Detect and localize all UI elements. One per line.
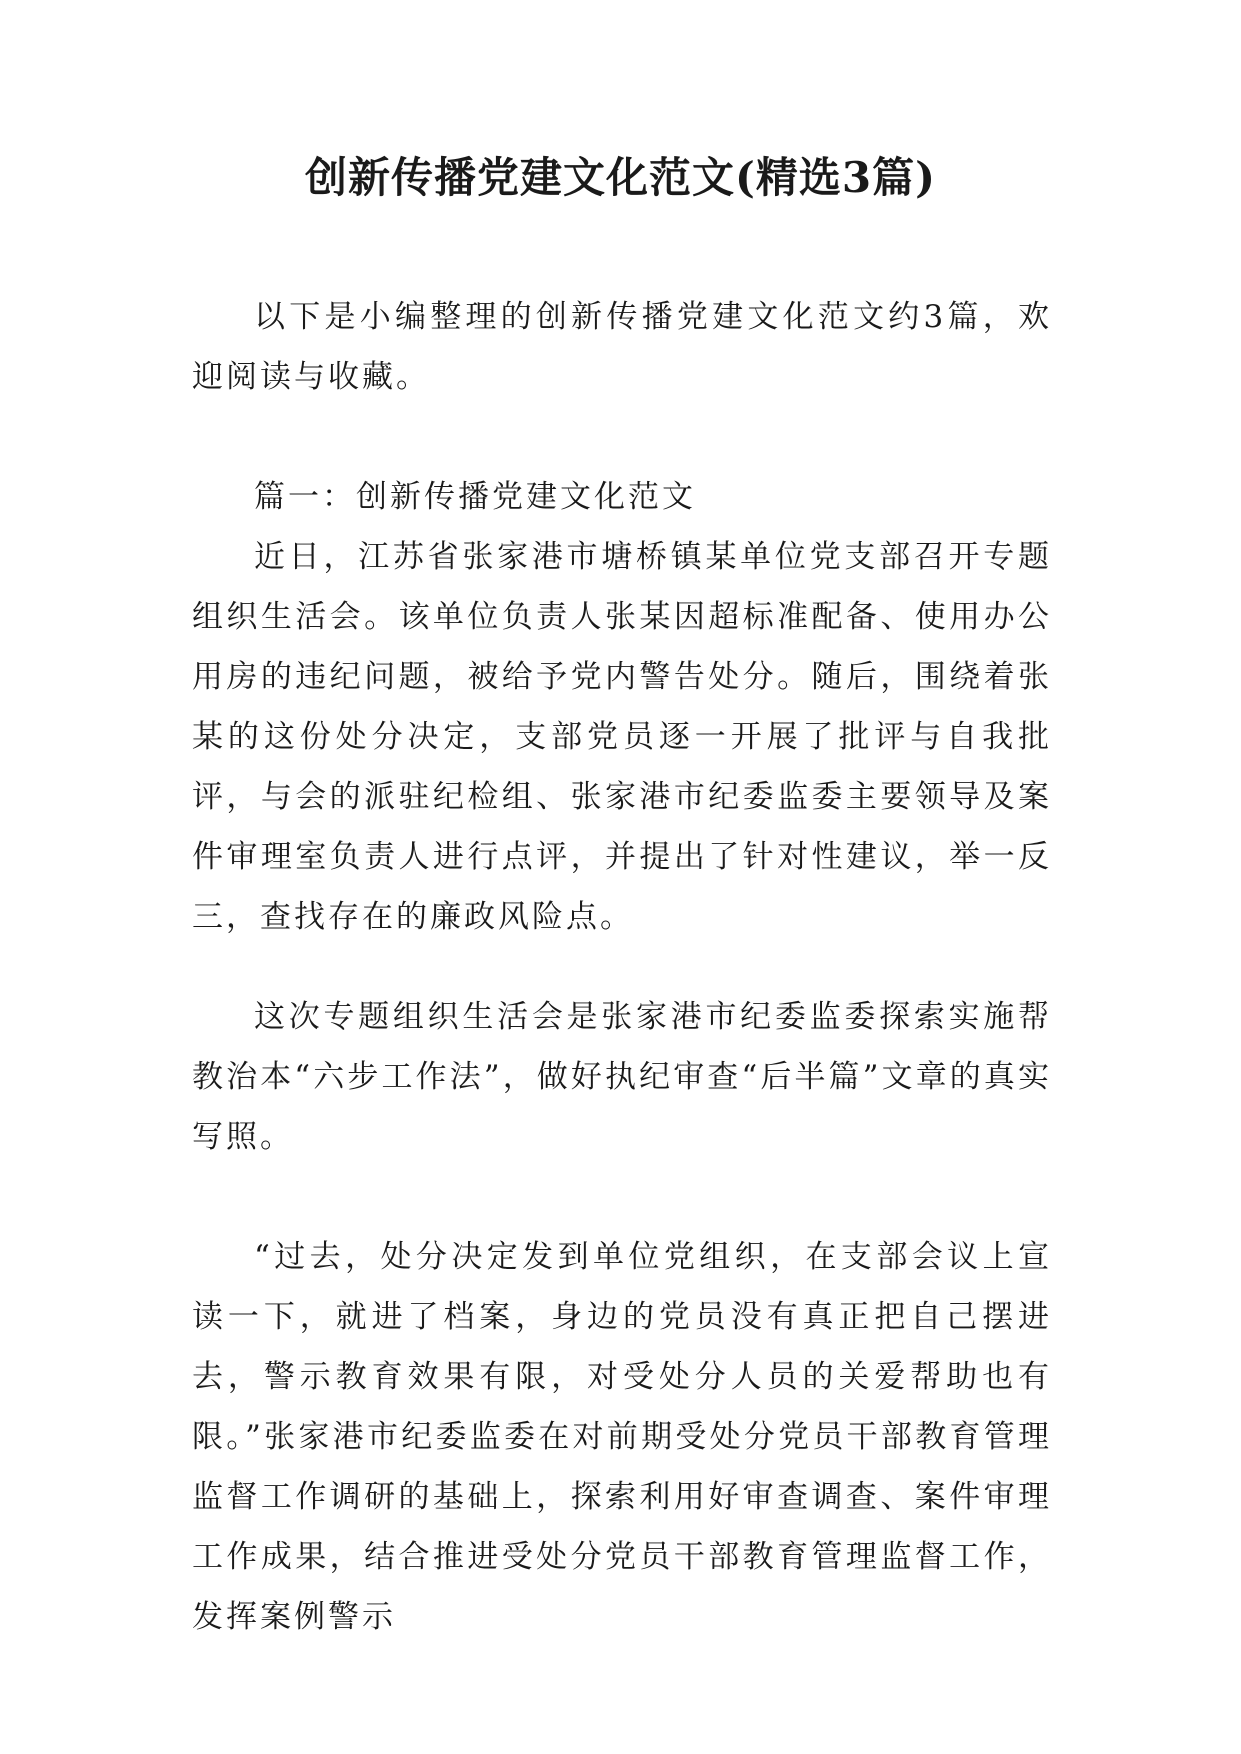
body-paragraph-1: 近日，江苏省张家港市塘桥镇某单位党支部召开专题组织生活会。该单位负责人张某因超标准配备、使用办公用房的违纪问题，被给予党内警告处分。随后，围绕着张某的这份处分决定，支部党员逐一开展了批评与自我批评，与会的派驻纪检组、张家港市纪委监委主要领导及案件审理室负责人进行点评，并提出了针对性建议，举一反三，查找存在的廉政风险点。 — [192, 539, 1052, 935]
document-title: 创新传播党建文化范文(精选3篇) — [305, 153, 936, 202]
section-heading: 篇一：创新传播党建文化范文 — [254, 479, 696, 515]
body-paragraph-2: 这次专题组织生活会是张家港市纪委监委探索实施帮教治本“六步工作法”，做好执纪审查“后半篇”文章的真实写照。 — [192, 999, 1052, 1155]
body-paragraph-3: “过去，处分决定发到单位党组织，在支部会议上宣读一下，就进了档案，身边的党员没有真正把自己摆进去，警示教育效果有限，对受处分人员的关爱帮助也有限。”张家港市纪委监委在对前期受处分党员干部教育管理监督工作调研的基础上，探索利用好审查调查、案件审理工作成果，结合推进受处分党员干部教育管理监督工作，发挥案例警示 — [192, 1239, 1052, 1635]
intro-paragraph: 以下是小编整理的创新传播党建文化范文约3篇，欢迎阅读与收藏。 — [192, 299, 1052, 395]
